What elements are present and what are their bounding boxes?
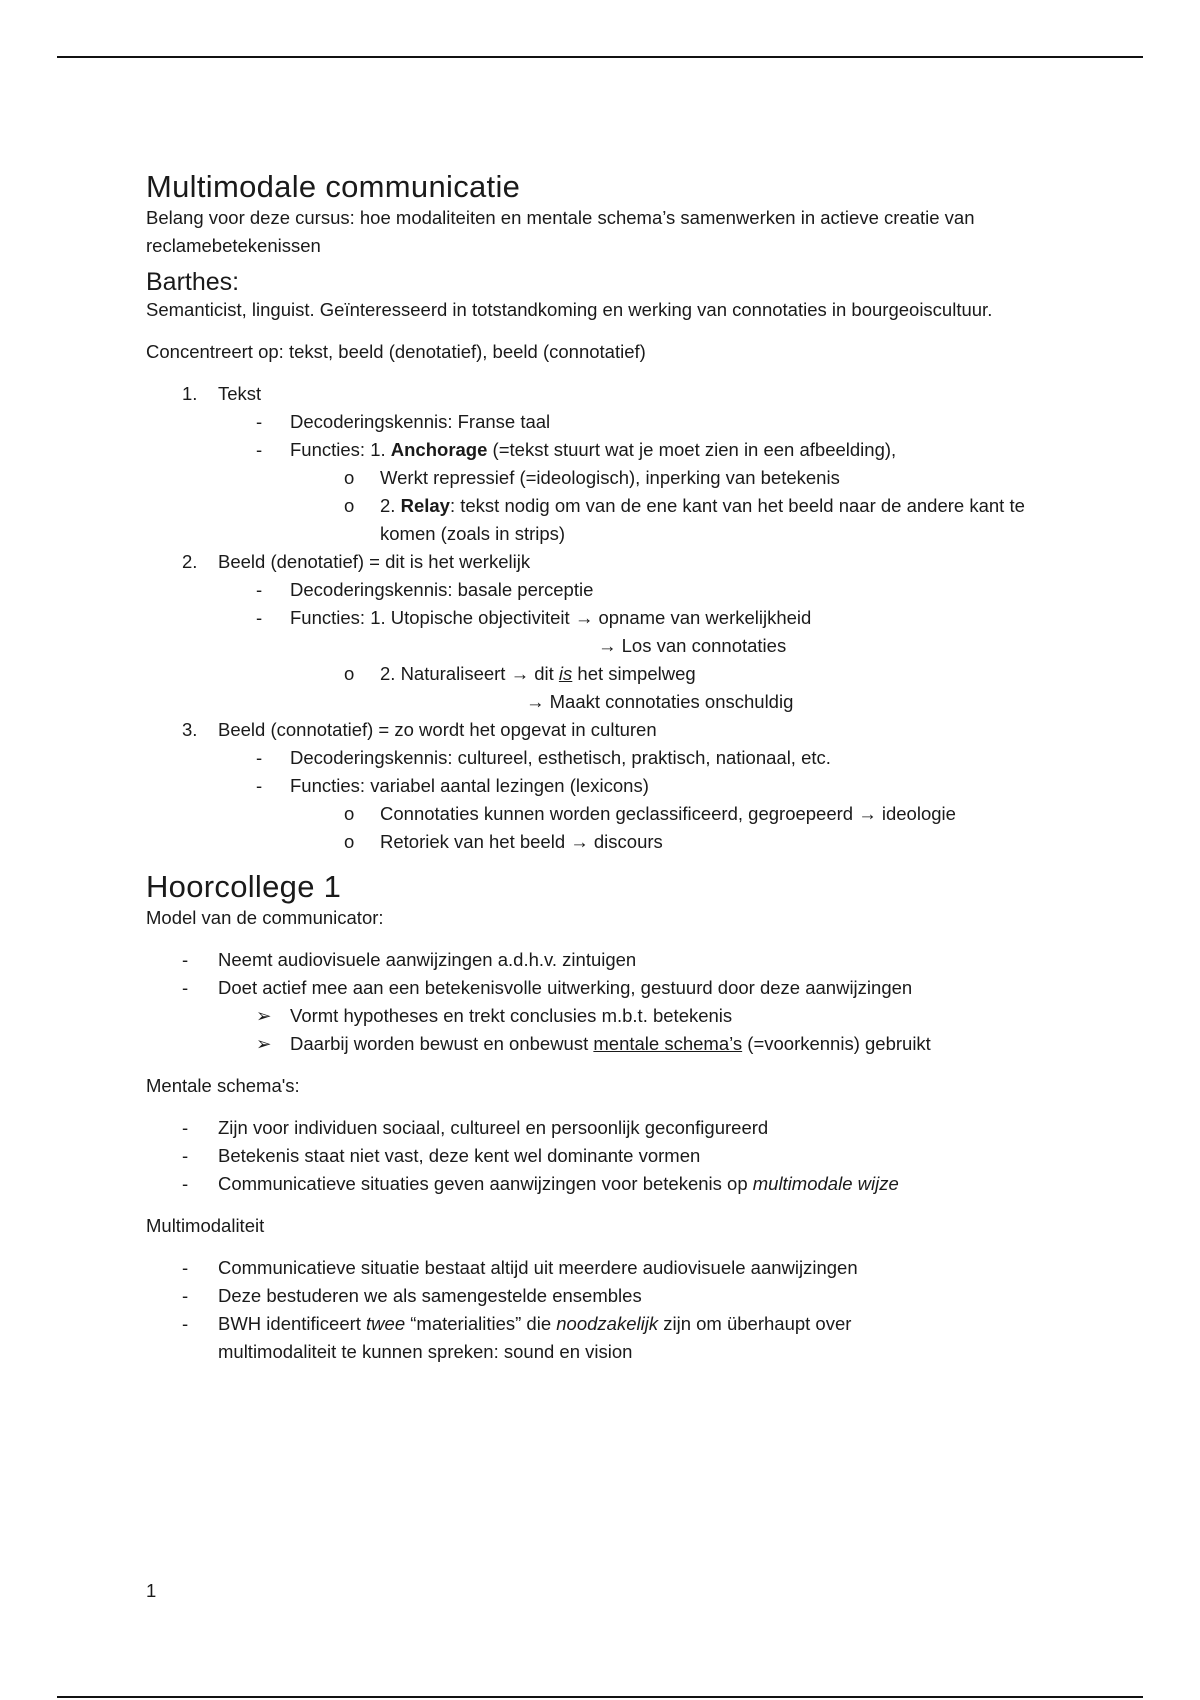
multimodaliteit-intro: Multimodaliteit: [146, 1215, 265, 1236]
emphasis-is: is: [558, 663, 573, 684]
subitem-text: zijn om überhaupt over multimodaliteit te kunnen spreken: sound en vision: [218, 1313, 852, 1362]
list-item-label: Tekst: [218, 383, 262, 404]
subitem-text: Doet actief mee aan een betekenisvolle uitwerking, gestuurd door deze aanwijzingen: [218, 977, 913, 998]
arrowhead-bullet-icon: ➢: [256, 1033, 272, 1054]
page-number: 1: [146, 1580, 157, 1601]
subitem-text: Daarbij worden bewust en onbewust: [290, 1033, 594, 1054]
subitem-text: → Los van connotaties: [598, 635, 787, 656]
subitem-text: Decoderingskennis: Franse taal: [290, 411, 551, 432]
continuation-line: [146, 632, 1066, 660]
dash-bullet: -: [256, 775, 263, 796]
dash-bullet: -: [182, 1285, 189, 1306]
subitem-text: Werkt repressief (=ideologisch), inperking van betekenis: [380, 467, 840, 488]
list-subsubitem: [146, 464, 1066, 492]
dash-bullet: -: [182, 1313, 189, 1334]
list-subitem: [146, 1282, 1066, 1310]
list-item-2: [146, 548, 1066, 576]
list-subitem: [146, 408, 1066, 436]
emphasis-noodzakelijk: noodzakelijk: [556, 1313, 659, 1334]
subitem-text: Functies: 1. Utopische objectiviteit → opname van werkelijkheid: [290, 607, 812, 628]
emphasis-multimodale-wijze: multimodale wijze: [752, 1173, 899, 1194]
subitem-text: Functies: 1.: [290, 439, 391, 460]
subitem-text: Zijn voor individuen sociaal, cultureel en persoonlijk geconfigureerd: [218, 1117, 769, 1138]
list-subitem: [146, 436, 1066, 464]
subitem-text: (=voorkennis) gebruikt: [742, 1033, 931, 1054]
list-subsubitem: [146, 1030, 1066, 1058]
dash-bullet: -: [182, 1117, 189, 1138]
dash-bullet: -: [256, 607, 263, 628]
list-subitem: [146, 974, 1066, 1002]
circle-bullet: o: [344, 663, 355, 684]
subitem-text: 2.: [380, 495, 401, 516]
subitem-text: Communicatieve situatie bestaat altijd uit meerdere audiovisuele aanwijzingen: [218, 1257, 858, 1278]
continuation-line: [146, 688, 1066, 716]
list-number: 2.: [182, 551, 198, 572]
list-subitem: [146, 772, 1066, 800]
subitem-text: het simpelweg: [572, 663, 696, 684]
list-number: 1.: [182, 383, 198, 404]
dash-bullet: -: [182, 977, 189, 998]
circle-bullet: o: [344, 831, 355, 852]
list-subitem: [146, 1142, 1066, 1170]
circle-bullet: o: [344, 467, 355, 488]
model-intro: Model van de communicator:: [146, 907, 384, 928]
subitem-text: Communicatieve situaties geven aanwijzingen voor betekenis op: [218, 1173, 753, 1194]
subitem-text: Retoriek van het beeld → discours: [380, 831, 663, 852]
dash-bullet: -: [182, 1173, 189, 1194]
emphasis-twee: twee: [366, 1313, 406, 1334]
intro-paragraph: Belang voor deze cursus: hoe modaliteiten en mentale schema’s samenwerken in actieve creatie van reclamebetekenissen: [146, 207, 975, 256]
subitem-text: Decoderingskennis: cultureel, esthetisch, praktisch, nationaal, etc.: [290, 747, 831, 768]
dash-bullet: -: [256, 411, 263, 432]
circle-bullet: o: [344, 495, 355, 516]
arrowhead-bullet-icon: ➢: [256, 1005, 272, 1026]
barthes-description: Semanticist, linguist. Geïnteresseerd in totstandkoming en werking van connotaties in bourgeoiscultuur.: [146, 299, 993, 320]
barthes-focus: Concentreert op: tekst, beeld (denotatief), beeld (connotatief): [146, 341, 646, 362]
list-subitem: [146, 576, 1066, 604]
dash-bullet: -: [256, 579, 263, 600]
list-subsubitem: [146, 800, 1066, 828]
list-item-label: Beeld (denotatief) = dit is het werkelijk: [218, 551, 531, 572]
dash-bullet: -: [182, 949, 189, 970]
footer-rule: [57, 1696, 1143, 1698]
subitem-text: 2. Naturaliseert → dit: [380, 663, 559, 684]
list-subsubitem: [146, 660, 1066, 688]
dash-bullet: -: [182, 1257, 189, 1278]
subitem-text: Vormt hypotheses en trekt conclusies m.b.t. betekenis: [290, 1005, 733, 1026]
subitem-text: Deze bestuderen we als samengestelde ensembles: [218, 1285, 642, 1306]
dash-bullet: -: [256, 747, 263, 768]
dash-bullet: -: [182, 1145, 189, 1166]
list-subitem: [146, 946, 1066, 974]
hoorcollege-heading: Hoorcollege 1: [146, 869, 342, 904]
list-item-1: [146, 380, 1066, 408]
term-anchorage: Anchorage: [390, 439, 488, 460]
list-subsubitem: [146, 492, 1080, 548]
list-subitem: [146, 1170, 1066, 1198]
header-rule: [57, 56, 1143, 58]
schema-intro: Mentale schema's:: [146, 1075, 300, 1096]
list-subitem: [146, 1254, 1066, 1282]
term-mentale-schemas: mentale schema’s: [593, 1033, 743, 1054]
term-relay: Relay: [400, 495, 450, 516]
subitem-text: (=tekst stuurt wat je moet zien in een afbeelding),: [487, 439, 897, 460]
list-number: 3.: [182, 719, 198, 740]
subitem-text: Neemt audiovisuele aanwijzingen a.d.h.v. zintuigen: [218, 949, 637, 970]
subitem-text: “materialities” die: [405, 1313, 557, 1334]
subitem-text: → Maakt connotaties onschuldig: [526, 691, 794, 712]
list-item-label: Beeld (connotatief) = zo wordt het opgevat in culturen: [218, 719, 657, 740]
list-subitem: [146, 1114, 1066, 1142]
list-subsubitem: [146, 828, 1066, 856]
subitem-text: Decoderingskennis: basale perceptie: [290, 579, 594, 600]
list-subitem: [146, 1310, 958, 1366]
list-item-3: [146, 716, 1066, 744]
circle-bullet: o: [344, 803, 355, 824]
list-subitem: [146, 744, 1066, 772]
list-subitem: [146, 604, 1066, 632]
main-heading: Multimodale communicatie: [146, 169, 521, 204]
barthes-heading: Barthes:: [146, 268, 240, 296]
subitem-text: Functies: variabel aantal lezingen (lexicons): [290, 775, 649, 796]
subitem-text: Connotaties kunnen worden geclassificeerd, gegroepeerd → ideologie: [380, 803, 956, 824]
document-page: [146, 170, 1066, 1366]
dash-bullet: -: [256, 439, 263, 460]
list-subsubitem: [146, 1002, 1066, 1030]
subitem-text: Betekenis staat niet vast, deze kent wel dominante vormen: [218, 1145, 701, 1166]
subitem-text: BWH identificeert: [218, 1313, 367, 1334]
subitem-text: : tekst nodig om van de ene kant van het beeld naar de andere kant te komen (zoals in strips): [380, 495, 1025, 544]
